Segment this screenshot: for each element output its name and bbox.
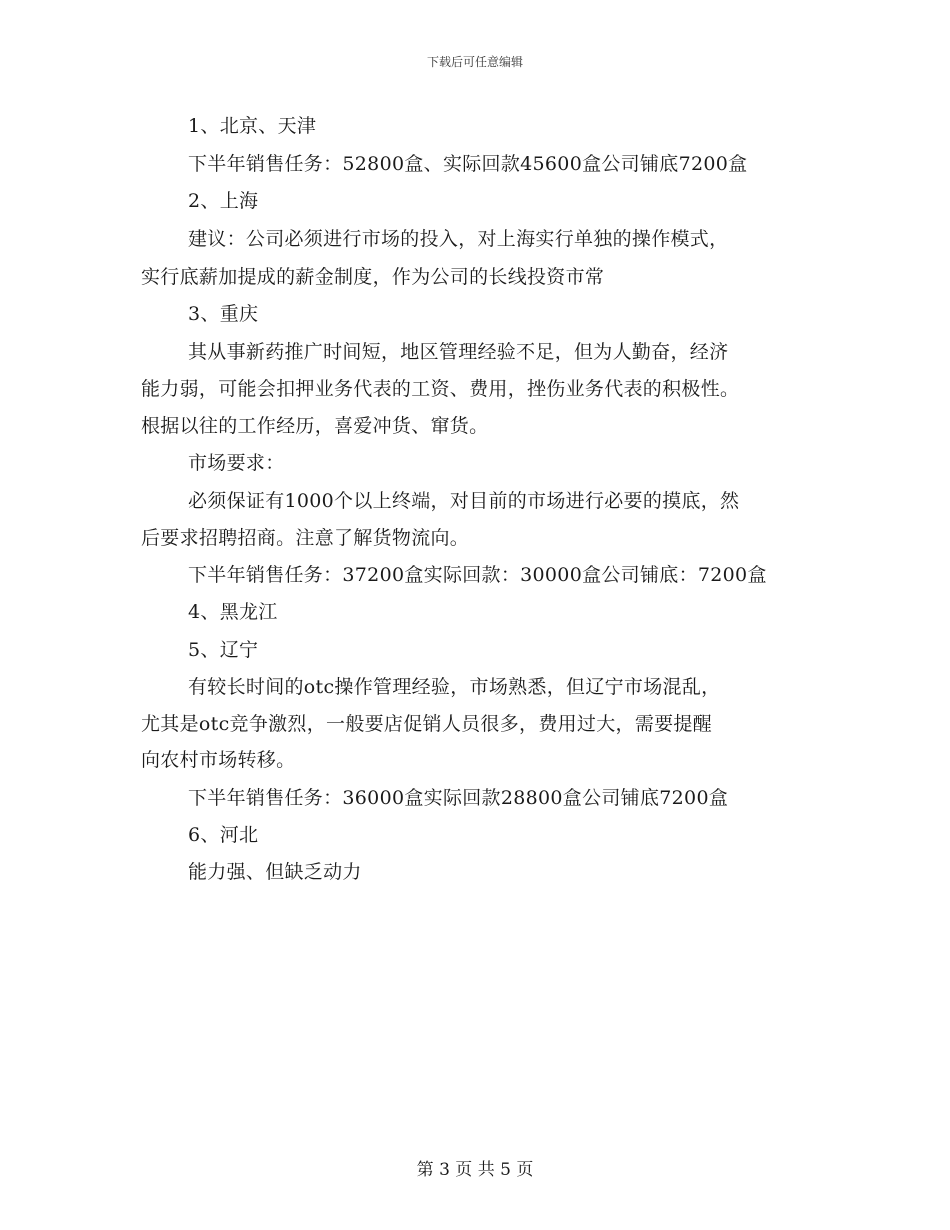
section-heading-beijing-tianjin: 1、北京、天津: [188, 115, 317, 137]
paragraph-line: 能力强、但缺乏动力: [188, 861, 362, 883]
sales-target-chongqing: 下半年销售任务：37200盒实际回款：30000盒公司铺底：7200盒: [188, 564, 767, 586]
paragraph-line: 必须保证有1000个以上终端，对目前的市场进行必要的摸底，然: [188, 490, 740, 512]
section-heading-shanghai: 2、上海: [188, 190, 259, 212]
paragraph-line: 有较长时间的otc操作管理经验，市场熟悉，但辽宁市场混乱，: [188, 676, 721, 698]
paragraph-line: 实行底薪加提成的薪金制度，作为公司的长线投资市常: [141, 266, 605, 288]
paragraph-line: 其从事新药推广时间短，地区管理经验不足，但为人勤奋，经济: [188, 341, 729, 363]
section-heading-heilongjiang: 4、黑龙江: [188, 601, 278, 623]
page-header: 下载后可任意编辑: [426, 55, 523, 69]
sales-target-liaoning: 下半年销售任务：36000盒实际回款28800盒公司铺底7200盒: [188, 787, 729, 809]
market-requirements-heading: 市场要求：: [188, 452, 285, 474]
paragraph-line: 建议：公司必须进行市场的投入，对上海实行单独的操作模式，: [188, 228, 729, 250]
section-heading-hebei: 6、河北: [188, 824, 259, 846]
page-number-footer: 第 3 页 共 5 页: [416, 1160, 534, 1180]
paragraph-line: 根据以往的工作经历，喜爱冲货、窜货。: [141, 415, 489, 437]
section-heading-chongqing: 3、重庆: [188, 303, 259, 325]
paragraph-line: 尤其是otc竞争激烈，一般要店促销人员很多，费用过大，需要提醒: [141, 713, 713, 735]
section-heading-liaoning: 5、辽宁: [188, 639, 259, 661]
paragraph-line: 能力弱，可能会扣押业务代表的工资、费用，挫伤业务代表的积极性。: [141, 378, 740, 400]
sales-target-beijing: 下半年销售任务：52800盒、实际回款45600盒公司铺底7200盒: [188, 153, 748, 175]
paragraph-line: 后要求招聘招商。注意了解货物流向。: [141, 527, 470, 549]
paragraph-line: 向农村市场转移。: [141, 749, 296, 771]
